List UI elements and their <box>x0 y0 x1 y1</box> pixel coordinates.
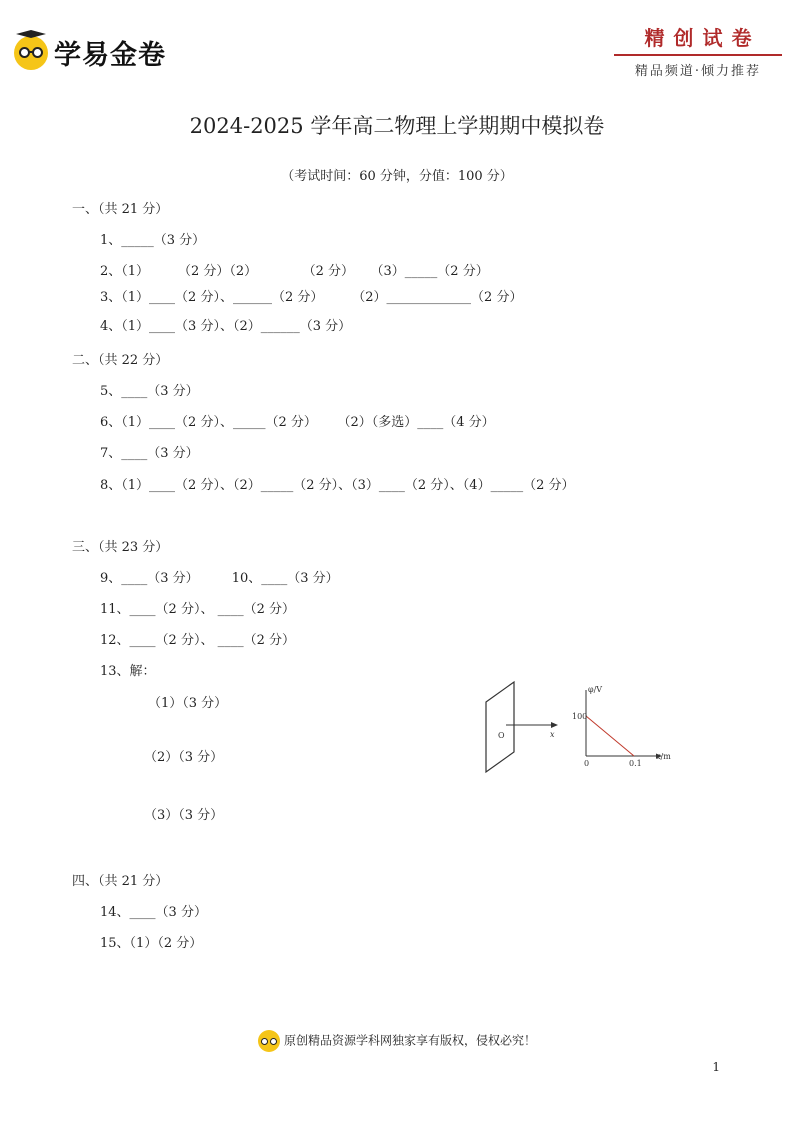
question-line: 13、解： <box>100 664 156 679</box>
sub-question-line: （1）（3 分） <box>148 696 228 711</box>
logo-text: 学易金卷 <box>54 40 166 71</box>
footer <box>0 1030 794 1052</box>
section-heading: 二、（共 22 分） <box>72 353 169 368</box>
brand-title: 精创试卷 <box>644 26 761 50</box>
y-axis-label: φ/V <box>588 685 603 694</box>
question-line: 4、（1）____（3 分）、（2）______（3 分） <box>100 319 352 334</box>
question-line: 9、____（3 分） 10、____（3 分） <box>100 571 339 586</box>
x-origin-label: 0 <box>584 759 590 768</box>
question-line: 6、（1）____（2 分）、_____（2 分） （2）（多选）____（4 分） <box>100 415 495 430</box>
logo <box>12 28 212 72</box>
brand-block <box>614 24 782 79</box>
section-heading: 一、（共 21 分） <box>72 202 169 217</box>
potential-graph <box>572 680 682 775</box>
footer-mascot-icon <box>258 1030 280 1052</box>
section-heading: 四、（共 21 分） <box>72 874 169 889</box>
glasses-right-icon <box>32 47 43 58</box>
question-line: 11、____（2 分）、 ____（2 分） <box>100 602 295 617</box>
plate-shape <box>486 682 514 772</box>
question-line: 15、（1）（2 分） <box>100 936 203 951</box>
potential-line <box>586 716 634 756</box>
y-value-label: 100 <box>572 712 588 721</box>
question-line: 5、____（3 分） <box>100 384 199 399</box>
exam-title: 2024-2025 学年高二物理上学期期中模拟卷 <box>189 114 605 138</box>
brand-divider <box>614 54 782 56</box>
x-axis-label: x <box>550 730 555 739</box>
origin-label: O <box>498 731 505 740</box>
graduation-cap-icon <box>16 30 46 40</box>
section-heading: 三、（共 23 分） <box>72 540 169 555</box>
x-axis-arrow-icon <box>551 722 558 728</box>
question-line: 7、____（3 分） <box>100 446 199 461</box>
question-line: 12、____（2 分）、 ____（2 分） <box>100 633 295 648</box>
copyright-text: 原创精品资源学科网独家享有版权，侵权必究！ <box>283 1033 536 1048</box>
brand-subtitle: 精品频道·倾力推荐 <box>634 64 762 79</box>
question-line: 1、_____（3 分） <box>100 233 206 248</box>
question-line: 2、（1） （2 分）（2） （2 分） （3）_____（2 分） <box>100 264 489 279</box>
question-line: 3、（1）____（2 分）、______（2 分） （2）_____________（2 分） <box>100 290 523 305</box>
question-line: 14、____（3 分） <box>100 905 207 920</box>
plate-axis-diagram <box>478 680 568 775</box>
exam-subtitle: （考试时间：60 分钟，分值：100 分） <box>281 169 513 184</box>
graph-x-axis-label: x/m <box>656 752 671 761</box>
x-value-label: 0.1 <box>629 759 642 768</box>
question-line: 8、（1）____（2 分）、（2）_____（2 分）、（3）____（2 分）、（4）_____（2 分） <box>100 478 575 493</box>
page-number: 1 <box>712 1060 720 1074</box>
sub-question-line: （3）（3 分） <box>144 808 224 823</box>
sub-question-line: （2）（3 分） <box>144 750 224 765</box>
